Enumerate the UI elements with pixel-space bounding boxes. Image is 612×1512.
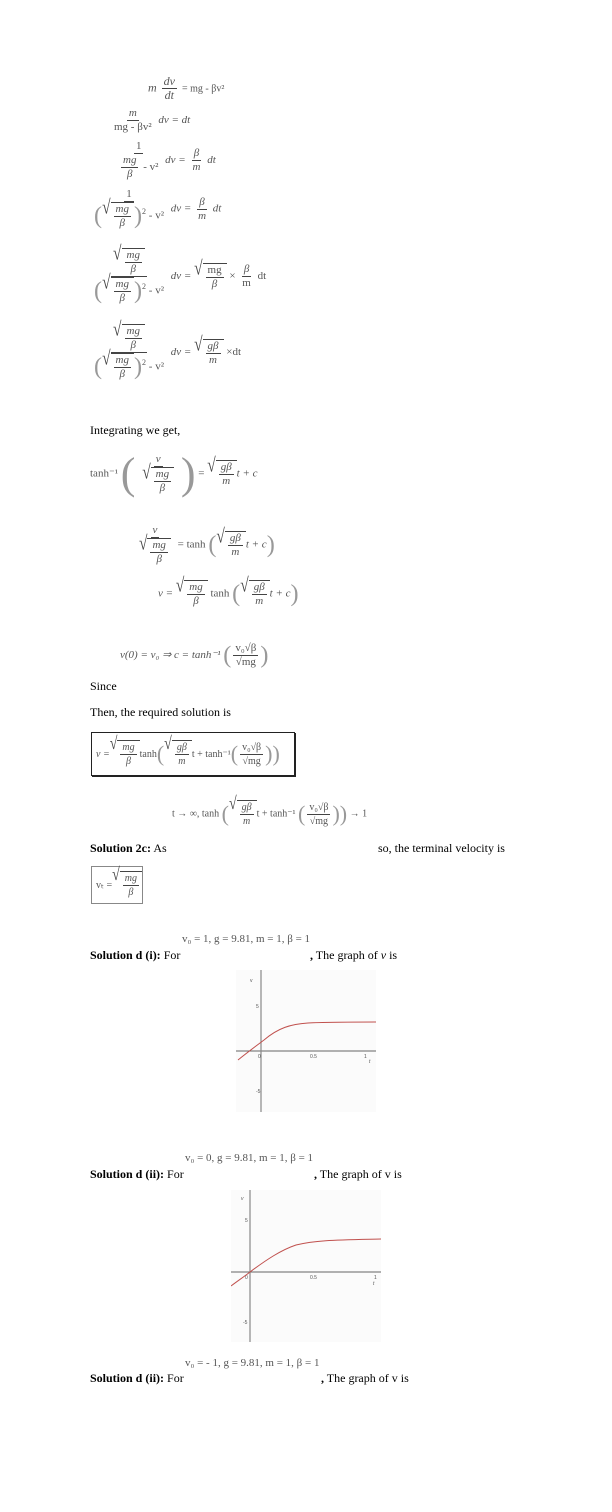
den-tail: - v² bbox=[148, 360, 164, 373]
mid: dv = bbox=[170, 270, 192, 283]
sqrt-denominator: β bbox=[156, 553, 162, 565]
rhs-tail: t + c bbox=[236, 467, 258, 480]
sqrt-denominator: β bbox=[128, 887, 134, 898]
denominator: ( √ $\frac{mg}{\beta}$ )$^2$ - v² bbox=[94, 271, 164, 304]
numerator: m bbox=[128, 107, 137, 119]
equation-5: √ $\frac{mg}{\beta}$ ( √ $\frac{mg}{\beta}$ )$^2$ - v² dv = √ $\frac{mg}{\beta}$ × $\frac{\beta}{m}$ dt bbox=[94, 242, 267, 304]
params-d1: v₀ = 1, g = 9.81, m = 1, β = 1 bbox=[182, 933, 311, 945]
inner-sqrt-denominator: m bbox=[255, 595, 264, 607]
numerator: 1 bbox=[135, 140, 142, 152]
sqrt-numerator: mg bbox=[189, 581, 203, 593]
for-text: For bbox=[164, 1371, 184, 1385]
svg-text:5: 5 bbox=[245, 1218, 248, 1224]
inner-tail: t + c bbox=[269, 587, 291, 600]
equation-7: tanh⁻¹ ( v √ $\frac{mg}{\beta}$ ) = √ $\frac{g\beta}{m}$ t + c bbox=[90, 449, 258, 498]
numerator: dv bbox=[163, 74, 175, 88]
equals-tanh: = tanh bbox=[177, 538, 206, 551]
sqrt-numerator: mg bbox=[126, 249, 140, 261]
lhs: v = bbox=[96, 748, 110, 760]
initial-condition: v(0) = v₀ ⇒ c = tanh⁻¹ ( $\frac{\text{v₀√β}}{√mg}$ ) bbox=[120, 641, 269, 669]
fraction bbox=[117, 140, 160, 181]
rhs-sqrt-numerator: mg bbox=[207, 263, 222, 276]
sqrt-numerator: mg bbox=[152, 539, 166, 551]
lhs: v = bbox=[158, 587, 174, 600]
rhs-denominator: m bbox=[198, 209, 207, 222]
left-paren: ( bbox=[94, 201, 103, 229]
numerator: 1 bbox=[126, 188, 132, 200]
rhs-numerator: β bbox=[193, 147, 200, 159]
sqrt-numerator: mg bbox=[122, 742, 135, 753]
sqrt-numerator: mg bbox=[126, 325, 140, 337]
svg-text:-5: -5 bbox=[256, 1089, 261, 1095]
rhs-tail: dt bbox=[212, 202, 222, 215]
equation-8: v √ $\frac{mg}{\beta}$ = tanh ( √ $\frac{g\beta}{m}$ t + c) bbox=[139, 524, 275, 565]
rhs-numerator: β bbox=[243, 263, 250, 275]
for-text: For bbox=[160, 948, 181, 962]
frac-numerator: v₀√β bbox=[242, 741, 262, 753]
solution-d2-line bbox=[90, 1167, 184, 1181]
as-text: As bbox=[151, 841, 167, 855]
svg-text:-5: -5 bbox=[243, 1320, 248, 1326]
caption-visible: The graph of v is bbox=[324, 1371, 409, 1385]
graph-d2 bbox=[231, 1190, 381, 1342]
tanh: tanh bbox=[139, 748, 157, 760]
sqrt-denominator: β bbox=[119, 292, 125, 304]
sqrt-denominator: β bbox=[130, 339, 136, 351]
mid: dv = bbox=[170, 202, 192, 215]
mid: dv = bbox=[170, 346, 192, 359]
comma: , bbox=[310, 948, 313, 962]
rhs-sqrt-numerator: gβ bbox=[207, 339, 219, 352]
equation-2 bbox=[110, 107, 190, 134]
then-text: Then, the required solution is bbox=[90, 705, 231, 719]
terminal-velocity-box: vₜ = √ $\frac{mg}{\beta}$ bbox=[91, 866, 143, 904]
for-text: For bbox=[164, 1167, 184, 1181]
arctanh: tanh⁻¹ bbox=[90, 467, 119, 480]
svg-text:0: 0 bbox=[258, 1054, 261, 1060]
integrating-text: Integrating we get, bbox=[90, 423, 181, 437]
lead: t → ∞, tanh bbox=[172, 808, 220, 820]
equation-3 bbox=[115, 140, 216, 181]
fraction bbox=[112, 107, 154, 134]
graph-caption-d3 bbox=[321, 1371, 409, 1385]
solution-box: v = √ $\frac{mg}{\beta}$ tanh ( √ $\frac{g\beta}{m}$ t + tanh⁻¹ ( $\frac{\text{v₀√β}}{√mg}$ ) ) bbox=[91, 732, 295, 776]
inner-sqrt-numerator: gβ bbox=[241, 802, 252, 813]
rhs-numerator: β bbox=[199, 195, 205, 208]
den-tail: - v² bbox=[148, 209, 164, 222]
solution-label: Solution d (i): bbox=[90, 948, 161, 962]
den-tail: - v² bbox=[148, 284, 164, 297]
power: 2 bbox=[142, 357, 147, 367]
svg-text:1: 1 bbox=[374, 1275, 377, 1281]
inner-sqrt-numerator: gβ bbox=[229, 532, 241, 544]
lhs: vₜ = bbox=[96, 879, 113, 891]
terminal-velocity-text: so, the terminal velocity is bbox=[378, 841, 505, 855]
denominator: ( √ $\frac{mg}{\beta}$ )$^2$ - v² bbox=[94, 347, 164, 380]
right-paren: ) bbox=[133, 201, 143, 229]
inner-sqrt-numerator: gβ bbox=[253, 581, 265, 593]
tanh: tanh bbox=[210, 587, 230, 600]
caption: The graph of v is bbox=[313, 948, 398, 962]
solution-label: Solution d (ii): bbox=[90, 1371, 165, 1385]
svg-text:0.5: 0.5 bbox=[310, 1054, 317, 1060]
arrow-one: → 1 bbox=[349, 808, 368, 820]
frac-denominator: √mg bbox=[242, 755, 261, 767]
comma: , bbox=[314, 1167, 317, 1181]
rhs-denominator: m bbox=[192, 161, 201, 173]
caption-visible: The graph of v is bbox=[317, 1167, 402, 1181]
numerator: v bbox=[155, 453, 161, 465]
graph-caption-d1 bbox=[310, 948, 397, 962]
svg-text:0.5: 0.5 bbox=[310, 1275, 317, 1281]
svg-text:t: t bbox=[373, 1281, 375, 1287]
limit-expression: t → ∞, tanh ( √ $\frac{g\beta}{m}$ t + tanh⁻¹ ( $\frac{\text{v₀√β}}{√mg}$ )) → 1 bbox=[172, 794, 368, 827]
rhs-sqrt-denominator: m bbox=[209, 353, 217, 366]
chart-svg-d2 bbox=[231, 1190, 381, 1342]
inner-tail: t + c bbox=[245, 538, 267, 551]
denominator: √mg bbox=[235, 656, 256, 668]
comma: , bbox=[321, 1371, 324, 1385]
graph-d1 bbox=[236, 970, 376, 1112]
since-text: Since bbox=[90, 679, 117, 693]
sqrt-denominator: β bbox=[119, 217, 125, 229]
equals: = bbox=[198, 467, 205, 480]
svg-text:t: t bbox=[369, 1059, 371, 1065]
sqrt-numerator: mg bbox=[115, 203, 129, 215]
sqrt-denominator: β bbox=[159, 482, 166, 494]
times: × bbox=[229, 270, 236, 283]
sqrt-denominator: β bbox=[126, 756, 131, 767]
inner-denominator: β bbox=[126, 168, 133, 180]
svg-text:v: v bbox=[250, 978, 253, 984]
inner-numerator: mg bbox=[123, 154, 137, 166]
solution-d3-line bbox=[90, 1371, 184, 1385]
rhs: dv = dt bbox=[158, 114, 191, 127]
sqrt-numerator: mg bbox=[155, 468, 170, 480]
inner-sqrt-numerator: gβ bbox=[176, 742, 187, 753]
inner-sqrt-denominator: m bbox=[243, 816, 251, 827]
frac-denominator: √mg bbox=[309, 815, 329, 827]
solution-2c-line bbox=[90, 841, 167, 855]
equation-4 bbox=[90, 188, 221, 230]
rhs-denominator: m bbox=[242, 277, 251, 289]
sqrt-numerator: mg bbox=[124, 873, 138, 884]
lhs: v(0) = v₀ ⇒ c = tanh⁻¹ bbox=[120, 649, 221, 662]
fraction bbox=[92, 188, 166, 230]
mid: dv = bbox=[165, 154, 186, 167]
rhs-tail: ×dt bbox=[226, 346, 242, 359]
sqrt-denominator: β bbox=[193, 595, 199, 607]
fraction bbox=[92, 318, 166, 381]
numerator: √ $\frac{mg}{\beta}$ bbox=[111, 324, 147, 353]
sqrt-denominator: β bbox=[130, 263, 136, 275]
params-d2: v₀ = 0, g = 9.81, m = 1, β = 1 bbox=[185, 1152, 314, 1164]
sqrt-numerator: mg bbox=[115, 278, 129, 290]
graph-caption-d2 bbox=[314, 1167, 402, 1181]
params-d3: v₀ = - 1, g = 9.81, m = 1, β = 1 bbox=[185, 1357, 320, 1369]
svg-text:5: 5 bbox=[256, 1004, 259, 1010]
svg-text:1: 1 bbox=[364, 1054, 367, 1060]
denominator: ( √ $\frac{mg}{\beta}$ )$^2$ - v² bbox=[94, 196, 164, 229]
rhs-sqrt-denominator: β bbox=[211, 277, 218, 290]
numerator: v₀√β bbox=[235, 642, 257, 654]
numerator: v bbox=[152, 524, 158, 536]
den-tail: - v² bbox=[143, 161, 159, 174]
equation-9: v = √ $\frac{mg}{\beta}$ tanh ( √ $\frac{g\beta}{m}$ t + c) bbox=[158, 574, 299, 607]
solution-d1-line bbox=[90, 948, 180, 962]
fraction bbox=[92, 242, 166, 305]
rhs-tail: dt bbox=[207, 154, 216, 167]
denominator: dt bbox=[164, 88, 174, 102]
power: 2 bbox=[142, 206, 147, 216]
numerator: √ $\frac{mg}{\beta}$ bbox=[111, 248, 147, 277]
power: 2 bbox=[142, 281, 147, 291]
frac-numerator: v₀√β bbox=[309, 801, 329, 813]
inner-tail: t + tanh⁻¹ bbox=[256, 808, 296, 820]
inner-sqrt-denominator: m bbox=[178, 756, 186, 767]
equation-1 bbox=[148, 75, 224, 102]
solution-label: Solution d (ii): bbox=[90, 1167, 165, 1181]
svg-text:v: v bbox=[241, 1196, 244, 1202]
rhs-sqrt-denominator: m bbox=[222, 475, 231, 487]
inner-tail: t + tanh⁻¹ bbox=[191, 748, 231, 760]
rhs-tail: dt bbox=[257, 270, 267, 283]
inner-sqrt-denominator: m bbox=[231, 546, 240, 558]
denominator: mg - βv² bbox=[114, 121, 152, 133]
chart-svg-d1 bbox=[236, 970, 376, 1112]
sqrt-denominator: β bbox=[119, 368, 125, 380]
denominator bbox=[117, 154, 160, 181]
equation-6: √ $\frac{mg}{\beta}$ ( √ $\frac{mg}{\beta}$ )$^2$ - v² dv = √ $\frac{g\beta}{m}$ ×dt bbox=[94, 318, 242, 380]
fraction bbox=[162, 75, 177, 102]
svg-text:0: 0 bbox=[245, 1275, 248, 1281]
solution-label: Solution 2c: bbox=[90, 841, 152, 855]
rhs-sqrt-numerator: gβ bbox=[220, 461, 232, 473]
rhs: = mg - βv² bbox=[182, 83, 225, 95]
sqrt-numerator: mg bbox=[115, 354, 129, 366]
var-m: m bbox=[148, 80, 157, 95]
